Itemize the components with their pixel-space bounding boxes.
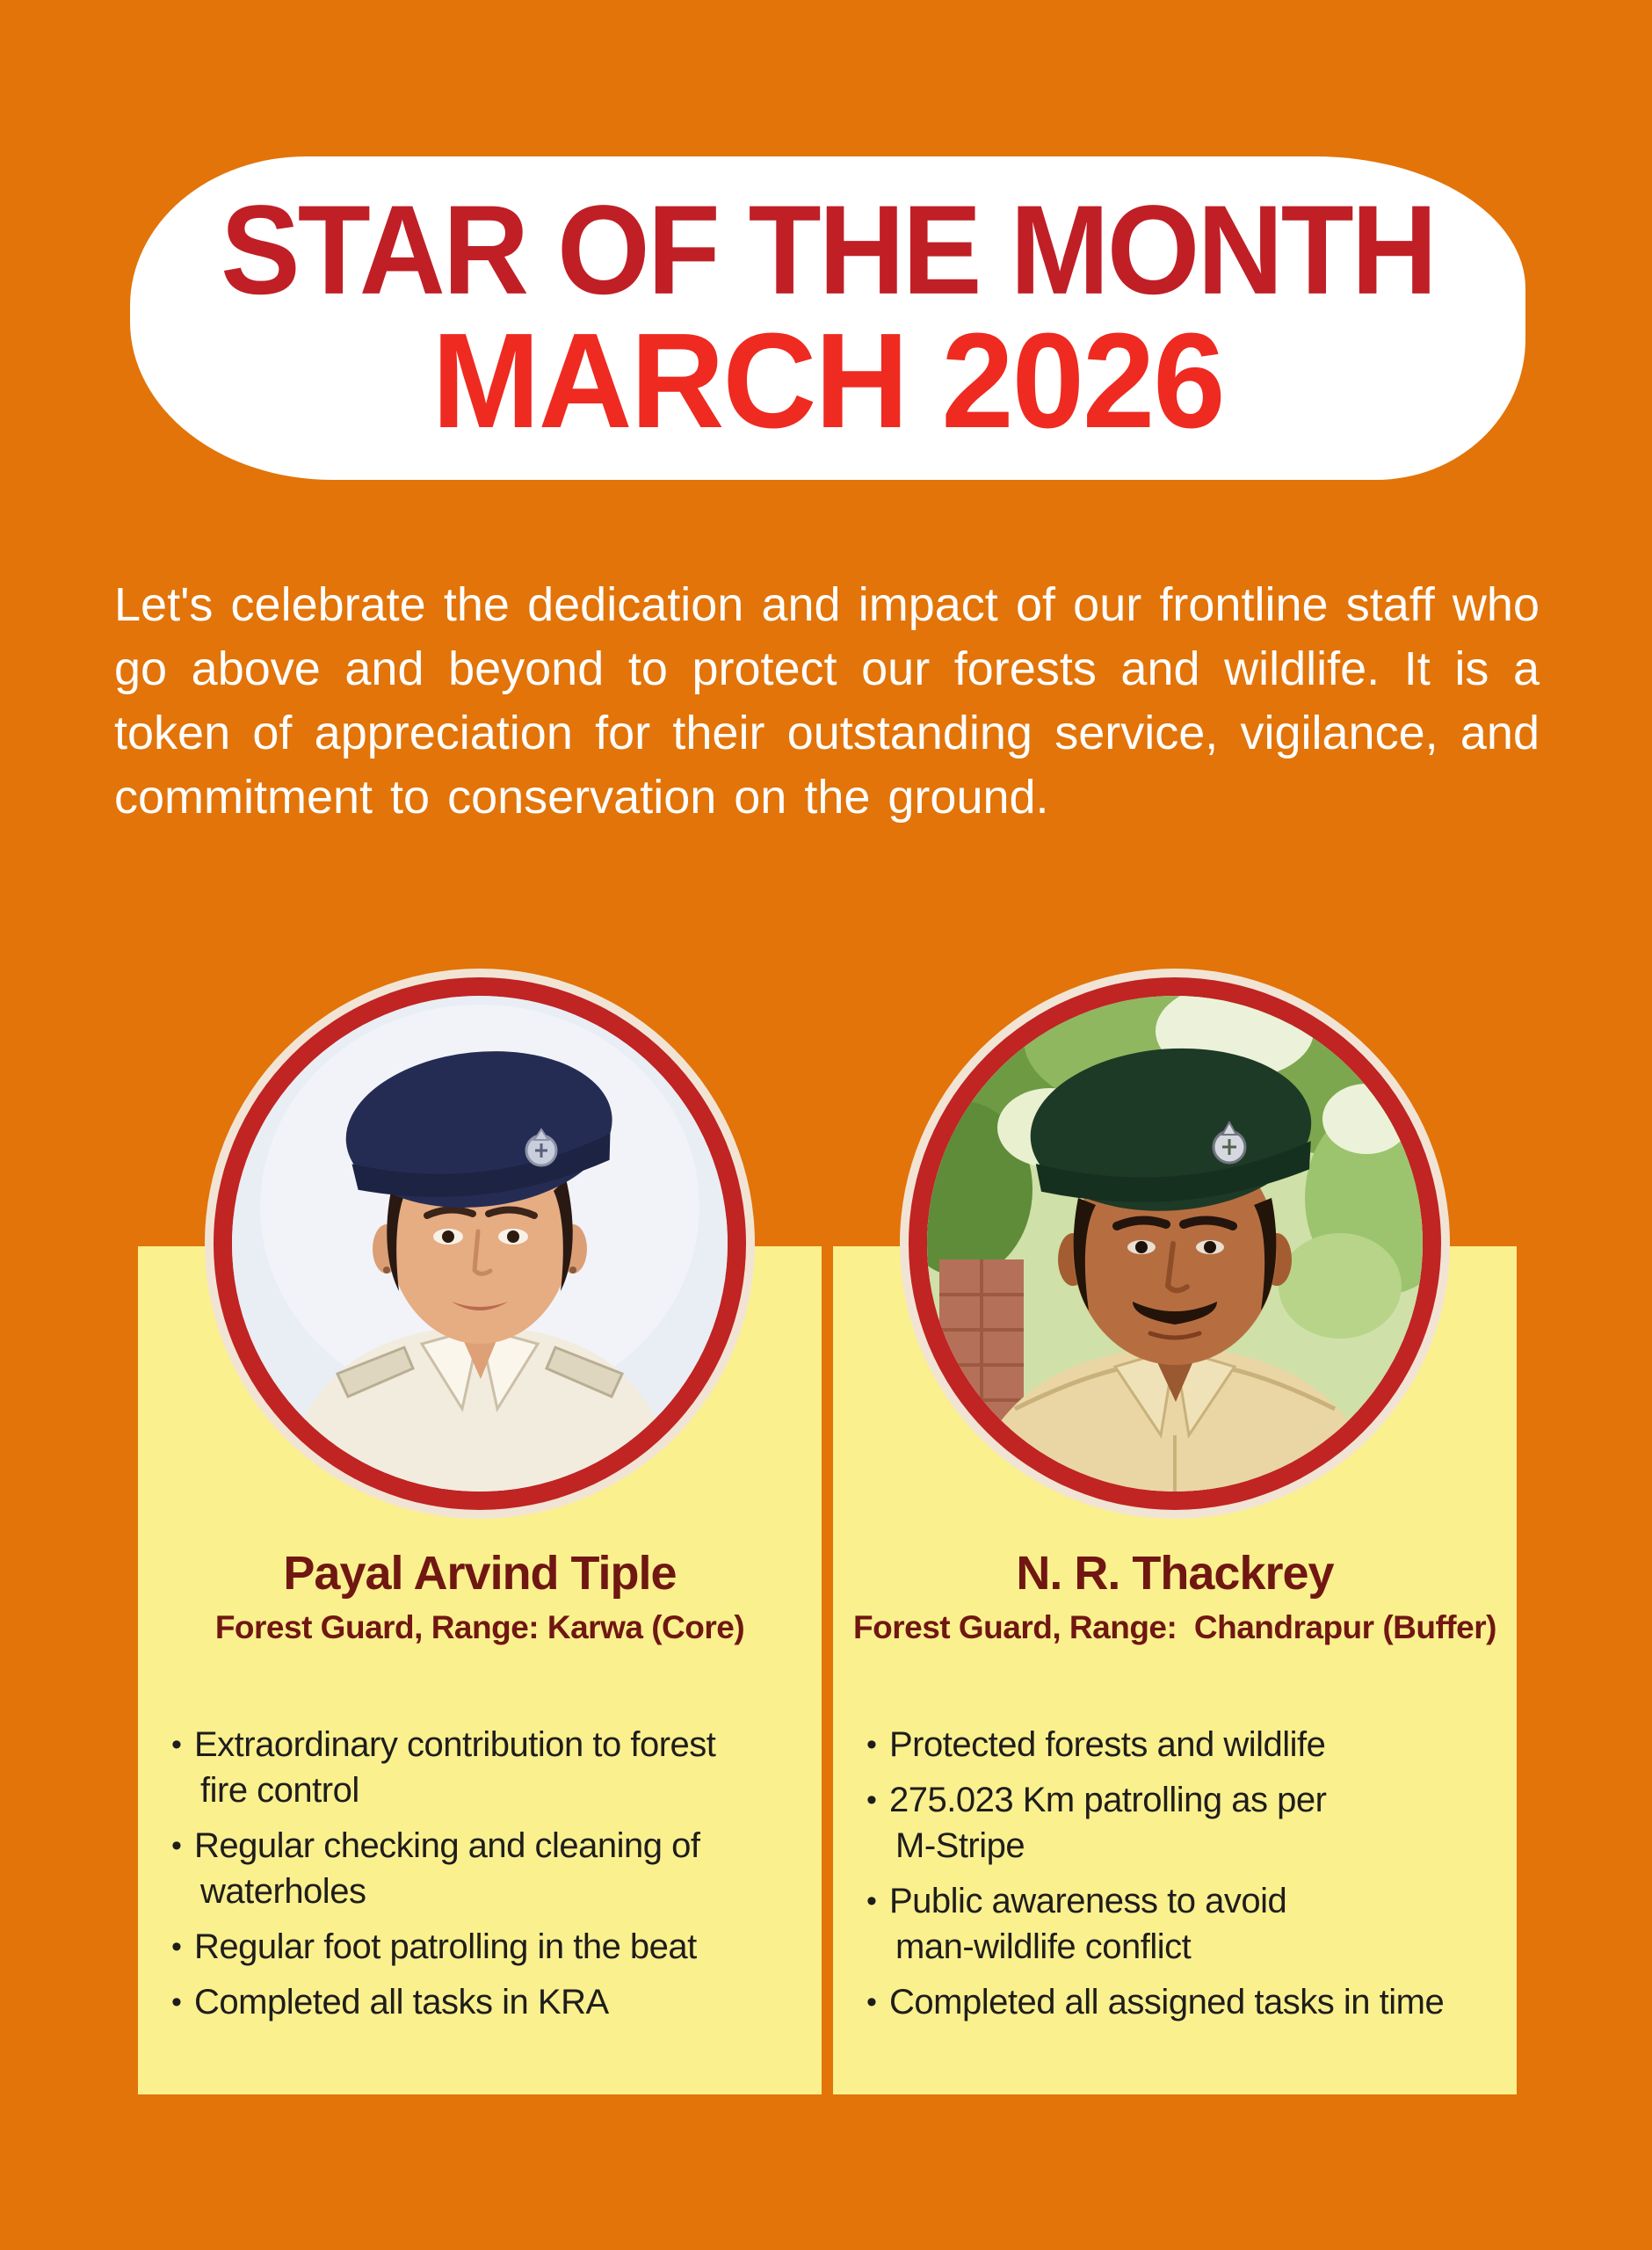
awardee-role: Forest Guard, Range: Chandrapur (Buffer): [853, 1609, 1496, 1645]
awardee-role: Forest Guard, Range: Karwa (Core): [214, 1609, 745, 1645]
title-banner: [130, 156, 1525, 480]
achievement-item: • Regular checking and cleaning of waterholes: [171, 1823, 797, 1914]
portrait-illustration-thackrey: [927, 996, 1423, 1492]
achievement-item: • Protected forests and wildlife: [866, 1722, 1492, 1767]
awardee-photo-payal: [232, 996, 728, 1492]
awardee-name: N. R. Thackrey: [1016, 1547, 1334, 1600]
achievement-item: • Regular foot patrolling in the beat: [171, 1924, 797, 1970]
intro-paragraph: Let's celebrate the dedication and impact of our frontline staff who go above and beyond to protect our forests and wildlife. It is a token of appreciation for their outstanding service, vigilance, and commitment to conservation on the ground.: [114, 578, 1540, 824]
achievement-item: • Completed all assigned tasks in time: [866, 1979, 1492, 2025]
achievement-item: • Extraordinary contribution to forest fire control: [171, 1722, 797, 1813]
awardee-name: Payal Arvind Tiple: [283, 1547, 677, 1600]
awardee-card-payal: [138, 1246, 822, 2094]
achievement-item: • 275.023 Km patrolling as per M-Stripe: [866, 1777, 1492, 1869]
achievement-item: • Completed all tasks in KRA: [171, 1979, 797, 2025]
achievement-list: [833, 1722, 1517, 2025]
bullet-dot: •: [866, 1985, 877, 2019]
poster-title: STAR OF THE MONTH: [221, 178, 1435, 321]
awardee-cards: [138, 1246, 1517, 2094]
bullet-dot: •: [171, 1985, 182, 2019]
awardee-photo-thackrey: [927, 996, 1423, 1492]
bullet-dot: •: [866, 1884, 877, 1918]
portrait-illustration-payal: [232, 996, 728, 1492]
bullet-dot: •: [171, 1829, 182, 1862]
bullet-dot: •: [171, 1728, 182, 1761]
bullet-dot: •: [866, 1728, 877, 1761]
awardee-card-thackrey: [833, 1246, 1517, 2094]
bullet-dot: •: [171, 1930, 182, 1963]
achievement-list: [138, 1722, 822, 2025]
achievement-item: • Public awareness to avoid man-wildlife conflict: [866, 1878, 1492, 1970]
bullet-dot: •: [866, 1783, 877, 1817]
poster-month: MARCH 2026: [431, 305, 1224, 457]
